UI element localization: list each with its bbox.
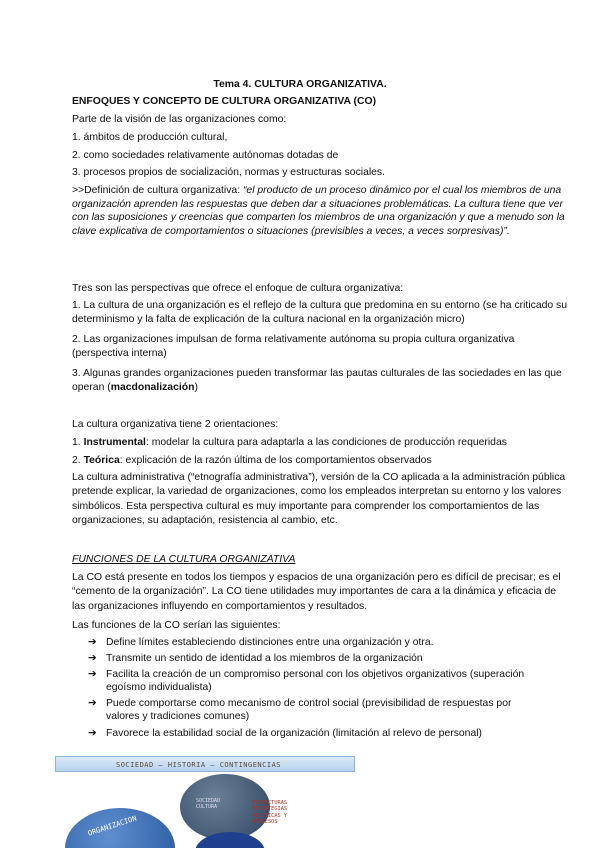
list-item (88, 727, 568, 740)
arrow-right-icon: ➔ (88, 728, 97, 739)
list-item (88, 636, 568, 649)
perspective-1: 1. La cultura de una organización es el reflejo de la cultura que predomina en su entorno (se ha criticado su determinismo y la falta de explicación de la cultura nacional en la organización micro) (72, 300, 568, 325)
functions-heading: FUNCIONES DE LA CULTURA ORGANIZATIVA (72, 554, 296, 565)
structures-label (252, 800, 287, 826)
perspective-3-bold: macdonalización (110, 382, 195, 393)
bullet-text: Puede comportarse como mecanismo de control social (previsibilidad de respuestas por (106, 698, 512, 709)
strategies-line: ESTRATEGIAS (252, 806, 288, 813)
orientation-1-text: : modelar la cultura para adaptarla a las condiciones de producción requeridas (145, 437, 507, 448)
orientation-2-text: : explicación de la razón última de los comportamientos observados (119, 455, 432, 466)
arrow-right-icon: ➔ (88, 669, 97, 680)
orientation-2-bold: Teórica (83, 455, 120, 466)
bullet-continuation: valores y tradiciones comunes) (106, 711, 250, 722)
culture-diagram (55, 752, 355, 848)
perspective-3-text: 3. Algunas grandes organizaciones pueden transformar las pautas culturales de las sociedades en las que operan ( (72, 368, 562, 393)
circle-label-line: CULTURA (196, 804, 218, 810)
processes-line: PROCESOS (252, 819, 278, 826)
policies-line: POLITICAS Y (252, 812, 288, 819)
definition-paragraph (72, 184, 572, 238)
arrow-right-icon: ➔ (88, 653, 97, 664)
orientation-1-num: 1. (72, 437, 84, 448)
list-item (88, 697, 568, 723)
orientation-2-num: 2. (72, 455, 84, 466)
orientation-1 (72, 436, 572, 450)
list-item: 2. como sociedades relativamente autónomas dotadas de (72, 150, 339, 161)
bullet-text: Define límites estableciendo distinciones entre una organización y otra. (106, 637, 434, 648)
perspectives-intro: Tres son las perspectivas que ofrece el enfoque de cultura organizativa: (72, 283, 404, 294)
perspective-2: 2. Las organizaciones impulsan de forma relativamente autónoma su propia cultura organizativa (perspectiva interna) (72, 334, 515, 359)
arrow-right-icon: ➔ (88, 637, 97, 648)
document-title: Tema 4. CULTURA ORGANIZATIVA. (213, 79, 387, 90)
list-item (88, 668, 568, 694)
admin-culture-paragraph: La cultura administrativa (“etnografía administrativa”), versión de la CO aplicada a la administración pública pretende explicar, la variedad de organizaciones, como los empleados interpretan su entorno y los valores simbólicos. Esta perspectiva cultural es muy importante para comprender los comportamientos de las organizaciones, su adaptación, resistencia al cambio, etc. (72, 472, 566, 527)
list-item (88, 652, 568, 665)
diagram-banner: SOCIEDAD – HISTORIA – CONTINGENCIAS (55, 756, 355, 772)
bullet-continuation: egoísmo individualista) (106, 682, 212, 693)
society-culture-label (196, 798, 220, 810)
orientations-intro: La cultura organizativa tiene 2 orientaciones: (72, 419, 279, 430)
perspective-3-end: ) (194, 382, 198, 393)
structures-line: ESTRUCTURAS (252, 800, 288, 806)
orientation-2 (72, 454, 572, 468)
bullet-text: Facilita la creación de un compromiso personal con los objetivos organizativos (superación (106, 669, 525, 680)
functions-paragraph: La CO está presente en todos los tiempos y espacios de una organización pero es difícil de precisar; es el “cemento de la organización”. La CO tiene utilidades muy importantes de cara a la dinámica y eficacia de las organizaciones influyendo en comportamientos y resultados. (72, 572, 561, 612)
list-item: 3. procesos propios de socialización, normas y estructuras sociales. (72, 167, 386, 178)
perspective-3 (72, 367, 572, 395)
arrow-right-icon: ➔ (88, 698, 97, 709)
section-heading: ENFOQUES Y CONCEPTO DE CULTURA ORGANIZATIVA (CO) (72, 96, 377, 107)
organization-circle (65, 808, 175, 848)
list-item: 1. ámbitos de producción cultural, (72, 132, 228, 143)
intro-text: Parte de la visión de las organizaciones como: (72, 114, 287, 125)
circle-label-line: SOCIEDAD (196, 798, 221, 804)
bullet-text: Transmite un sentido de identidad a los miembros de la organización (106, 653, 423, 664)
orientation-1-bold: Instrumental (83, 437, 146, 448)
functions-intro: Las funciones de la CO serían las siguientes: (72, 620, 281, 631)
definition-prefix: >>Definición de cultura organizativa: (72, 185, 243, 196)
definition-quote: “el producto de un proceso dinámico por el cual los miembros de una organización aprenden las respuestas que deben dar a situaciones problemáticas. La cultura tiene que ver con las suposiciones y creencias que comparten los miembros de una organización y que a menudo son la clave explicativa de comportamientos o situaciones (previsibles a veces, a veces sorpresivas)”. (72, 185, 565, 237)
bullet-text: Favorece la estabilidad social de la organización (limitación al relevo de personal) (106, 728, 482, 739)
organization-label: ORGANIZACION (87, 814, 138, 838)
